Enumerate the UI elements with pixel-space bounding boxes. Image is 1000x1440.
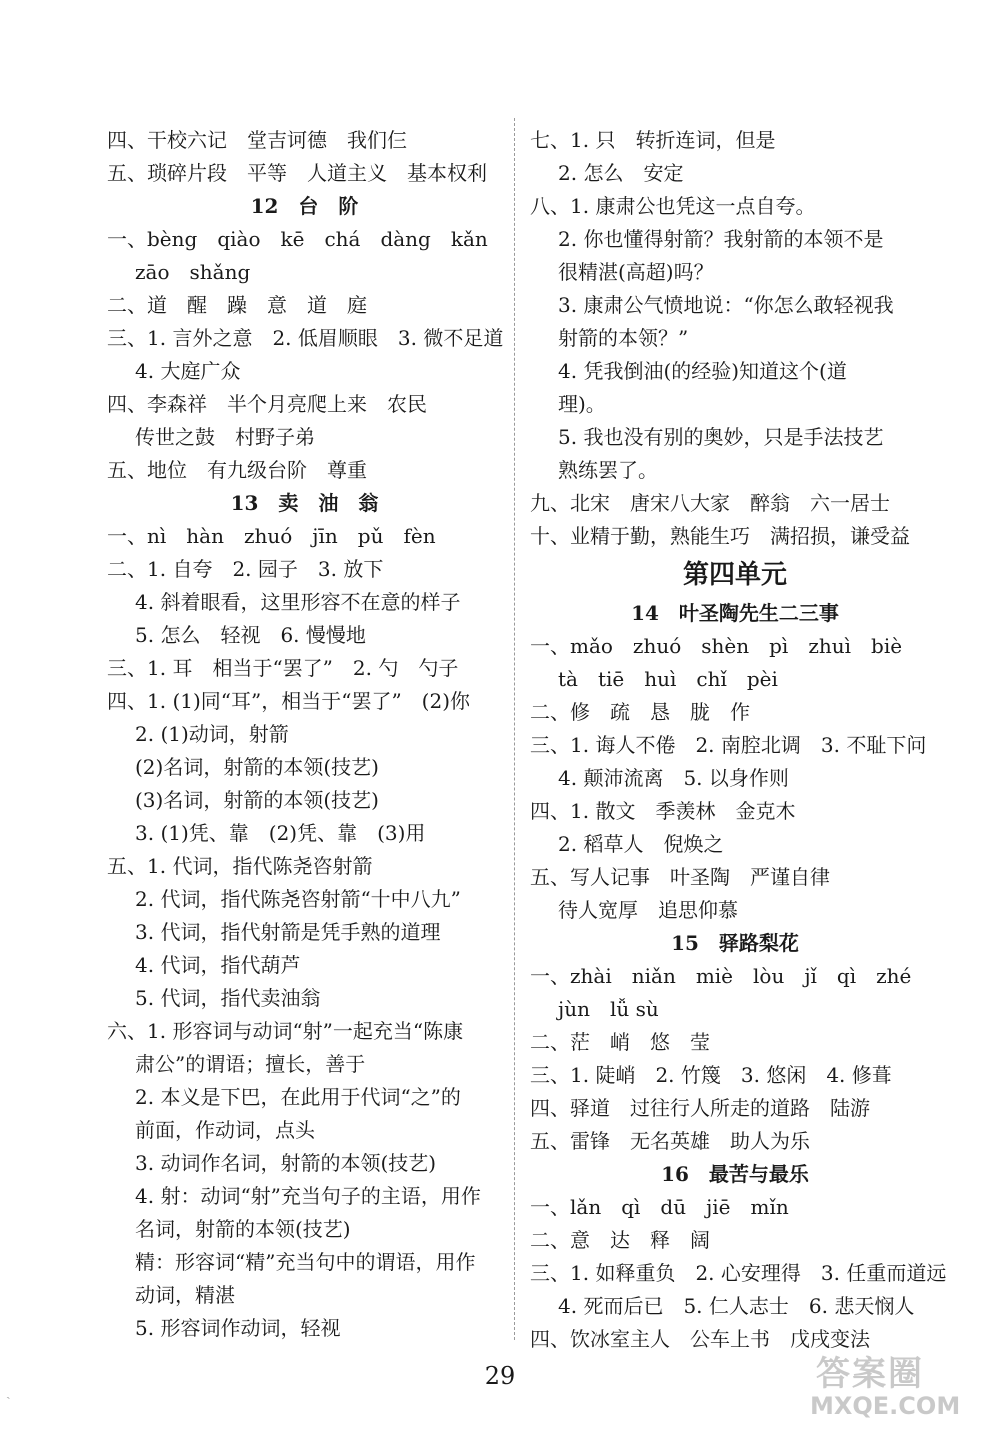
answer-line: 3. 康肃公气愤地说：“你怎么敢轻视我 <box>558 293 894 317</box>
answer-line: 五、写人记事 叶圣陶 严谨自律 <box>530 865 830 889</box>
answer-line: 4. 死而后已 5. 仁人志士 6. 悲天悯人 <box>558 1294 915 1318</box>
answer-line: 五、雷锋 无名英雄 助人为乐 <box>530 1129 810 1153</box>
answer-line: 4. 射：动词“射”充当句子的主语，用作 <box>135 1184 481 1208</box>
answer-line: 2. 稻草人 倪焕之 <box>558 832 724 856</box>
answer-line: 名词，射箭的本领(技艺) <box>135 1217 351 1241</box>
answer-line: 4. 代词，指代葫芦 <box>135 953 301 977</box>
answer-line: 三、1. 诲人不倦 2. 南腔北调 3. 不耻下问 <box>530 733 927 757</box>
answer-line: 射箭的本领？” <box>558 326 689 350</box>
answer-line: 四、李森祥 半个月亮爬上来 农民 <box>107 392 427 416</box>
answer-line: 前面，作动词，点头 <box>135 1118 315 1142</box>
answer-line: (2)名词，射箭的本领(技艺) <box>135 755 379 779</box>
answer-line: 5. 代词，指代卖油翁 <box>135 986 321 1010</box>
page-number: 29 <box>484 1362 516 1390</box>
answer-line: 四、饮冰室主人 公车上书 戊戌变法 <box>530 1327 870 1351</box>
answer-line: 4. 颠沛流离 5. 以身作则 <box>558 766 789 790</box>
answer-line: (3)名词，射箭的本领(技艺) <box>135 788 379 812</box>
answer-line: 四、1. 散文 季羡林 金克木 <box>530 799 796 823</box>
answer-line: 动词，精湛 <box>135 1283 235 1307</box>
watermark-site: MXQE.COM <box>810 1392 961 1420</box>
answer-line: tà tiē huì chǐ pèi <box>558 667 778 691</box>
answer-line: 肃公”的谓语；擅长，善于 <box>135 1052 366 1076</box>
answer-line: 传世之鼓 村野子弟 <box>135 425 315 449</box>
answer-line: 五、1. 代词，指代陈尧咨射箭 <box>107 854 373 878</box>
answer-line: 3. (1)凭、靠 (2)凭、靠 (3)用 <box>135 821 426 845</box>
answer-line: 二、道 醒 躁 意 道 庭 <box>107 293 367 317</box>
answer-line: 三、1. 如释重负 2. 心安理得 3. 任重而道远 <box>530 1261 947 1285</box>
answer-line: jùn lǚ sù <box>558 997 659 1021</box>
answer-line: 2. 本义是下巴，在此用于代词“之”的 <box>135 1085 461 1109</box>
answer-line: 七、1. 只 转折连词，但是 <box>530 128 776 152</box>
answer-line: 三、1. 言外之意 2. 低眉顺眼 3. 微不足道 <box>107 326 504 350</box>
answer-line: 4. 凭我倒油(的经验)知道这个(道 <box>558 359 847 383</box>
answer-line: 一、mǎo zhuó shèn pì zhuì biè <box>530 634 903 658</box>
answer-line: 3. 动词作名词，射箭的本领(技艺) <box>135 1151 437 1175</box>
answer-line: 三、1. 陡峭 2. 竹篾 3. 悠闲 4. 修葺 <box>530 1063 892 1087</box>
answer-line: 一、bèng qiào kē chá dàng kǎn <box>107 227 488 251</box>
answer-line: 熟练罢了。 <box>558 458 658 482</box>
lesson-heading: 15 驿路梨花 <box>671 931 799 955</box>
corner-mark: ˎ <box>6 1384 11 1400</box>
answer-line: 4. 斜着眼看，这里形容不在意的样子 <box>135 590 461 614</box>
answer-line: 5. 我也没有别的奥妙，只是手法技艺 <box>558 425 884 449</box>
answer-line: 待人宽厚 追思仰慕 <box>558 898 738 922</box>
answer-line: 5. 形容词作动词，轻视 <box>135 1316 341 1340</box>
answer-line: 2. (1)动词，射箭 <box>135 722 289 746</box>
answer-line: 九、北宋 唐宋八大家 醉翁 六一居士 <box>530 491 890 515</box>
answer-line: 四、1. (1)同“耳”，相当于“罢了” (2)你 <box>107 689 470 713</box>
answer-line: 十、业精于勤，熟能生巧 满招损，谦受益 <box>530 524 910 548</box>
unit-heading: 第四单元 <box>682 560 787 590</box>
answer-line: 四、驿道 过往行人所走的道路 陆游 <box>530 1096 870 1120</box>
answer-line: 二、茫 峭 悠 莹 <box>530 1030 710 1054</box>
answer-line: 八、1. 康肃公也凭这一点自夸。 <box>530 194 816 218</box>
answer-line: 精：形容词“精”充当句中的谓语，用作 <box>135 1250 476 1274</box>
watermark <box>808 1346 988 1426</box>
answer-line: 很精湛(高超)吗？ <box>558 260 714 284</box>
answer-line: 2. 怎么 安定 <box>558 161 684 185</box>
answer-line: 三、1. 耳 相当于“罢了” 2. 勺 勺子 <box>107 656 459 680</box>
answer-line: 二、1. 自夸 2. 园子 3. 放下 <box>107 557 384 581</box>
lesson-heading: 13 卖 油 翁 <box>230 491 379 515</box>
answer-line: 理)。 <box>558 392 606 416</box>
answer-line: 4. 大庭广众 <box>135 359 241 383</box>
answer-line: 五、琐碎片段 平等 人道主义 基本权利 <box>107 161 487 185</box>
lesson-heading: 14 叶圣陶先生二三事 <box>631 601 839 625</box>
answer-line: zāo shǎng <box>135 260 251 284</box>
answer-line: 四、干校六记 堂吉诃德 我们仨 <box>107 128 407 152</box>
answer-line: 二、修 疏 恳 胧 作 <box>530 700 750 724</box>
answer-line: 5. 怎么 轻视 6. 慢慢地 <box>135 623 366 647</box>
answer-line: 五、地位 有九级台阶 尊重 <box>107 458 367 482</box>
left-column <box>107 124 502 1345</box>
answer-line: 2. 你也懂得射箭？我射箭的本领不是 <box>558 227 884 251</box>
answer-line: 一、zhài niǎn miè lòu jǐ qì zhé <box>530 964 912 988</box>
answer-line: 3. 代词，指代射箭是凭手熟的道理 <box>135 920 441 944</box>
answer-line: 一、nì hàn zhuó jīn pǔ fèn <box>107 524 436 548</box>
watermark-logo: 答案圈 <box>816 1354 924 1394</box>
right-column <box>530 124 947 1356</box>
answer-line: 六、1. 形容词与动词“射”一起充当“陈康 <box>107 1019 464 1043</box>
lesson-heading: 16 最苦与最乐 <box>661 1162 809 1186</box>
answer-line: 2. 代词，指代陈尧咨射箭“十中八九” <box>135 887 461 911</box>
lesson-heading: 12 台 阶 <box>250 194 359 218</box>
column-divider <box>514 118 515 1340</box>
answer-line: 一、lǎn qì dū jiē mǐn <box>530 1195 789 1219</box>
answer-line: 二、意 达 释 阔 <box>530 1228 710 1252</box>
